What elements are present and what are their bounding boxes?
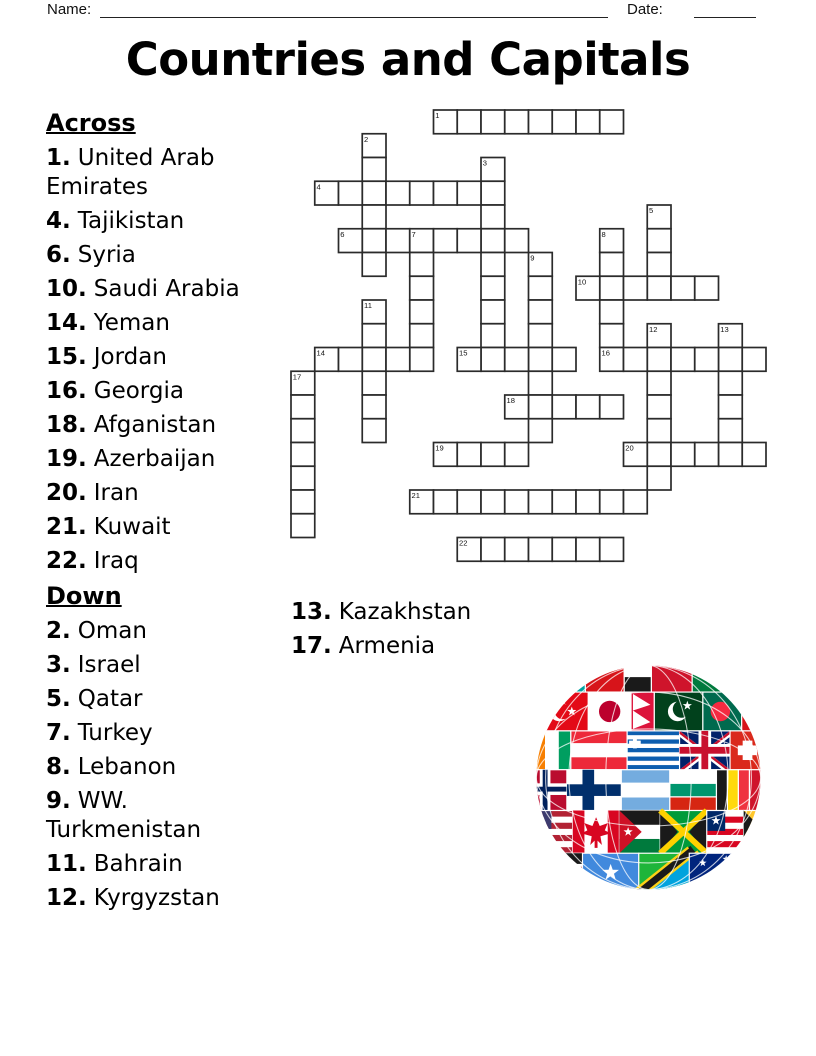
crossword-cell[interactable] [481,181,505,205]
clue-number: 13. [291,599,332,625]
clue-across-16 [46,377,284,406]
crossword-cell[interactable] [339,348,363,372]
crossword-cell[interactable] [505,490,529,514]
crossword-cell[interactable] [410,348,434,372]
clue-text: Lebanon [77,754,177,780]
crossword-number: 1 [435,111,440,120]
clue-text: Oman [77,618,147,644]
crossword-cell[interactable] [529,276,553,300]
crossword-cell[interactable] [481,443,505,467]
crossword-cell[interactable] [457,110,481,134]
crossword-number: 19 [435,443,444,453]
clue-number: 18. [46,412,87,438]
clue-text: Iran [93,480,139,506]
crossword-cell[interactable] [481,300,505,324]
clue-number: 19. [46,446,87,472]
crossword-cell[interactable] [529,490,553,514]
clue-text: Syria [77,242,136,268]
crossword-cell[interactable] [647,276,671,300]
clue-number: 12. [46,885,87,911]
clue-across-10 [46,275,284,304]
crossword-number: 3 [482,158,488,168]
crossword-cell[interactable] [362,371,386,395]
crossword-cell[interactable] [529,419,553,443]
crossword-cell[interactable] [362,324,386,348]
clue-across-15 [46,343,284,372]
crossword-cell[interactable] [481,110,505,134]
crossword-cell[interactable] [410,181,434,205]
crossword-cell[interactable] [291,514,315,538]
crossword-cell[interactable] [362,158,386,182]
date-line[interactable] [694,1,756,18]
crossword-number: 9 [530,253,535,263]
clue-text: Kazakhstan [338,599,472,625]
crossword-cell[interactable] [600,276,624,300]
clue-across-1 [46,144,284,202]
clue-number: 3. [46,652,71,678]
crossword-cell[interactable] [291,490,315,514]
crossword-number: 8 [601,229,606,239]
page-title: Countries and Capitals [125,33,691,86]
clue-text: Georgia [93,378,184,404]
clue-down-11 [46,850,284,879]
crossword-number: 18 [506,396,516,405]
crossword-cell[interactable] [719,443,743,467]
crossword-number: 5 [649,206,654,215]
date-label: Date: [627,1,663,18]
crossword-cell[interactable] [339,181,363,205]
clue-number: 6. [46,242,71,268]
crossword-cell[interactable] [410,324,434,348]
crossword-cell[interactable] [600,300,624,324]
crossword-cell[interactable] [695,348,719,372]
crossword-cell[interactable] [529,371,553,395]
crossword-cell[interactable] [362,205,386,229]
crossword-cell[interactable] [695,443,719,467]
clue-number: 16. [46,378,87,404]
clue-text: Azerbaijan [93,446,216,472]
clue-number: 8. [46,754,71,780]
crossword-cell[interactable] [457,443,481,467]
crossword-cell[interactable] [600,110,624,134]
crossword-cell[interactable] [481,205,505,229]
clue-text: Israel [77,652,141,678]
clue-across-21 [46,513,284,542]
crossword-cell[interactable] [600,253,624,277]
clue-number: 14. [46,310,87,336]
crossword-cell[interactable] [362,395,386,419]
clue-number: 20. [46,480,87,506]
crossword-cell[interactable] [386,229,410,253]
clue-number: 2. [46,618,71,644]
crossword-cell[interactable] [624,276,648,300]
crossword-cell[interactable] [434,181,458,205]
crossword-cell[interactable] [505,538,529,562]
name-line[interactable] [100,1,608,18]
crossword-cell[interactable] [410,276,434,300]
crossword-cell[interactable] [481,490,505,514]
crossword-cell[interactable] [647,229,671,253]
clue-text: Qatar [77,686,143,712]
crossword-number: 17 [292,372,302,382]
crossword-cell[interactable] [434,490,458,514]
crossword-cell[interactable] [362,253,386,277]
clue-number: 5. [46,686,71,712]
crossword-cell[interactable] [481,276,505,300]
clue-down-3 [46,651,284,680]
clue-number: 15. [46,344,87,370]
clue-across-22 [46,547,284,576]
crossword-cell[interactable] [719,371,743,395]
clue-number: 1. [46,145,71,171]
across-heading: Across [46,109,136,137]
crossword-cell[interactable] [552,348,576,372]
crossword-number: 11 [364,301,372,310]
clue-across-14 [46,309,284,338]
crossword-cell[interactable] [505,110,529,134]
crossword-cell[interactable] [576,110,600,134]
crossword-cell[interactable] [410,253,434,277]
clue-across-18 [46,411,284,440]
crossword-cell[interactable] [386,348,410,372]
clue-down-8 [46,753,284,782]
crossword-cell[interactable] [505,443,529,467]
clue-list [46,108,284,918]
clue-text: Iraq [93,548,139,574]
crossword-cell[interactable] [481,538,505,562]
clue-across-4 [46,207,284,236]
crossword-cell[interactable] [647,348,671,372]
crossword-cell[interactable] [671,348,695,372]
crossword-cell[interactable] [624,348,648,372]
clue-number: 4. [46,208,71,234]
crossword-cell[interactable] [386,181,410,205]
crossword-cell[interactable] [529,324,553,348]
clue-down-12 [46,884,284,913]
crossword-cell[interactable] [362,419,386,443]
crossword-cell[interactable] [529,538,553,562]
clue-list-column-2 [291,598,551,666]
crossword-cell[interactable] [552,538,576,562]
globe-flag-tiles [532,661,765,894]
crossword-cell[interactable] [362,229,386,253]
crossword-cell[interactable] [719,419,743,443]
crossword-cell[interactable] [481,348,505,372]
clue-text: Afganistan [93,412,217,438]
crossword-cell[interactable] [600,324,624,348]
crossword-number: 2 [364,134,369,144]
clue-across-19 [46,445,284,474]
crossword-cell[interactable] [291,419,315,443]
clue-number: 10. [46,276,87,302]
name-label: Name: [47,1,92,18]
crossword-number: 22 [459,538,468,548]
crossword-cell[interactable] [552,395,576,419]
crossword-cell[interactable] [457,490,481,514]
clue-number: 22. [46,548,87,574]
clue-down-7 [46,719,284,748]
crossword-cell[interactable] [695,276,719,300]
crossword-cell[interactable] [647,419,671,443]
crossword-cell[interactable] [457,229,481,253]
crossword-cell[interactable] [457,181,481,205]
crossword-cell[interactable] [600,395,624,419]
crossword-cell[interactable] [576,538,600,562]
crossword-cell[interactable] [647,253,671,277]
crossword-cell[interactable] [481,229,505,253]
crossword-cell[interactable] [647,395,671,419]
clue-text: Saudi Arabia [93,276,240,302]
crossword-cell[interactable] [576,490,600,514]
crossword-number: 15 [459,348,468,358]
crossword-cell[interactable] [742,443,766,467]
clue-text: Turkey [77,720,153,746]
clue-text: United Arab Emirates [46,145,215,200]
clue-text: Bahrain [93,851,183,877]
crossword-number: 4 [316,182,321,192]
crossword-cell[interactable] [291,443,315,467]
crossword-cell[interactable] [505,348,529,372]
clue-text: Jordan [93,344,167,370]
crossword-cell[interactable] [647,371,671,395]
flag-globe-image [532,661,765,894]
crossword-number: 21 [411,491,421,500]
crossword-cell[interactable] [291,395,315,419]
crossword-number: 16 [601,348,611,358]
crossword-cell[interactable] [671,443,695,467]
clue-text: Kyrgyzstan [93,885,220,911]
crossword-cell[interactable] [481,324,505,348]
clue-text: Tajikistan [77,208,185,234]
crossword-cell[interactable] [552,490,576,514]
clue-text: Yeman [93,310,170,336]
clue-number: 9. [46,788,71,814]
crossword-grid [289,108,768,564]
crossword-number: 12 [649,324,658,334]
crossword-cell[interactable] [505,229,529,253]
crossword-number: 20 [625,443,634,453]
down-heading: Down [46,582,122,610]
crossword-cell[interactable] [719,348,743,372]
clue-across-20 [46,479,284,508]
crossword-cell[interactable] [362,181,386,205]
clue-text: WW. Turkmenistan [46,788,202,843]
clue-number: 21. [46,514,87,540]
crossword-cell[interactable] [719,395,743,419]
clue-text: Armenia [338,633,436,659]
clue-down-13 [291,598,551,627]
crossword-cell[interactable] [671,276,695,300]
clue-number: 11. [46,851,87,877]
clue-number: 17. [291,633,332,659]
crossword-cell[interactable] [647,466,671,490]
clue-down-17 [291,632,551,661]
crossword-cell[interactable] [647,443,671,467]
crossword-cell[interactable] [529,348,553,372]
clue-down-5 [46,685,284,714]
clue-text: Kuwait [93,514,171,540]
crossword-number: 6 [340,229,345,239]
crossword-cell[interactable] [291,466,315,490]
crossword-cell[interactable] [481,253,505,277]
crossword-number: 7 [411,229,416,239]
crossword-cell[interactable] [742,348,766,372]
crossword-number: 13 [720,324,729,334]
clue-number: 7. [46,720,71,746]
clue-across-6 [46,241,284,270]
crossword-cell[interactable] [362,348,386,372]
crossword-cell[interactable] [529,110,553,134]
clue-down-2 [46,617,284,646]
crossword-cell[interactable] [434,229,458,253]
crossword-number: 10 [577,277,587,287]
crossword-cell[interactable] [576,395,600,419]
crossword-number: 14 [316,348,326,358]
crossword-cell[interactable] [552,110,576,134]
crossword-cell[interactable] [529,395,553,419]
crossword-cell[interactable] [600,490,624,514]
clue-down-9 [46,787,284,845]
crossword-cell[interactable] [600,538,624,562]
crossword-cell[interactable] [529,300,553,324]
crossword-cell[interactable] [624,490,648,514]
crossword-cell[interactable] [410,300,434,324]
